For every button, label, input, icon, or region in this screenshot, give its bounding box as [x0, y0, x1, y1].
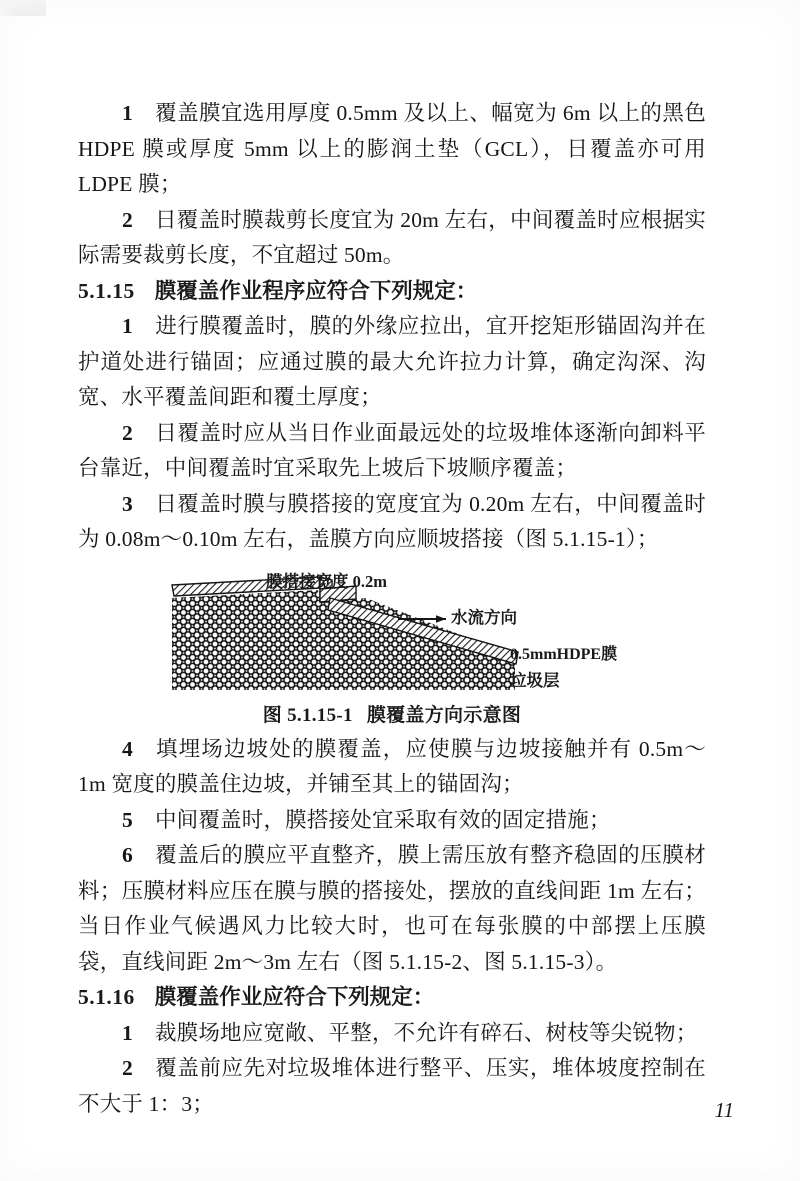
clause-text: 膜覆盖作业程序应符合下列规定： — [154, 278, 478, 303]
list-item-number: 1 — [122, 314, 133, 338]
page-number: 11 — [714, 1098, 734, 1122]
list-item-number: 3 — [122, 491, 133, 516]
clause-number: 5.1.16 — [78, 985, 135, 1009]
text-block-upper — [78, 96, 706, 558]
list-item-number: 5 — [122, 807, 133, 832]
list-item-text: 裁膜场地应宽敞、平整，不允许有碎石、树枝等尖锐物； — [154, 1020, 698, 1045]
figure-caption-number: 图 5.1.15-1 — [262, 704, 353, 726]
list-item-number: 2 — [122, 207, 133, 232]
clause-text: 膜覆盖作业应符合下列规定： — [154, 985, 435, 1009]
list-item-text: 日覆盖时膜裁剪长度宜为 20m 左右，中间覆盖时应根据实际需要裁剪长度，不宜超过 50m。 — [78, 207, 706, 267]
list-item — [78, 1016, 706, 1052]
list-item — [78, 732, 706, 803]
figure-caption-title: 膜覆盖方向示意图 — [366, 704, 522, 726]
list-item-number: 1 — [122, 1020, 133, 1045]
figure-label-flow-direction: 水流方向 — [451, 607, 517, 627]
list-item — [78, 416, 706, 487]
list-item — [78, 487, 706, 558]
list-item-text: 日覆盖时膜与膜搭接的宽度宜为 0.20m 左右，中间覆盖时为 0.08m～0.10m 左右，盖膜方向应顺坡搭接（图 5.1.15-1）； — [78, 491, 706, 551]
clause-heading — [78, 274, 706, 310]
figure-label-overlap-width: 膜搭接宽度 0.2m — [266, 571, 387, 591]
list-item-number: 2 — [122, 1056, 133, 1080]
list-item-text: 中间覆盖时，膜搭接处宜采取有效的固定措施； — [154, 807, 611, 832]
text-block-lower — [78, 732, 706, 1123]
list-item-text: 覆盖后的膜应平直整齐，膜上需压放有整齐稳固的压膜材料；压膜材料应压在膜与膜的搭接处，摆放的直线间距 1m 左右；当日作业气候遇风力比较大时，也可在每张膜的中部摆上压膜袋，直线间距 2m～3m 左右（图 5.1.15-2、图 5.1.15-3）。 — [78, 843, 706, 974]
list-item-number: 6 — [122, 843, 133, 867]
figure-membrane-cover-direction — [78, 572, 706, 732]
list-item — [78, 309, 706, 416]
figure-label-membrane: 0.5mmHDPE膜 — [510, 645, 618, 663]
figure-cross-section-diagram — [170, 572, 640, 690]
list-item — [78, 838, 706, 980]
list-item-number: 2 — [122, 420, 133, 445]
figure-label-waste-layer: 垃圾层 — [510, 670, 560, 690]
list-item-number: 4 — [122, 736, 133, 761]
list-item-number: 1 — [122, 101, 133, 125]
list-item — [78, 1051, 706, 1122]
list-item-text: 填埋场边坡处的膜覆盖，应使膜与边坡接触并有 0.5m～1m 宽度的膜盖住边坡，并铺至其上的锚固沟； — [78, 736, 706, 796]
list-item — [78, 96, 706, 203]
list-item — [78, 803, 706, 839]
list-item-text: 日覆盖时应从当日作业面最远处的垃圾堆体逐渐向卸料平台靠近，中间覆盖时宜采取先上坡后下坡顺序覆盖； — [78, 420, 706, 480]
clause-number: 5.1.15 — [78, 278, 135, 303]
scan-artifact-corner — [0, 0, 46, 16]
list-item-text: 进行膜覆盖时，膜的外缘应拉出，宜开挖矩形锚固沟并在护道处进行锚固；应通过膜的最大允许拉力计算，确定沟深、沟宽、水平覆盖间距和覆土厚度； — [78, 314, 706, 409]
list-item — [78, 203, 706, 274]
list-item-text: 覆盖膜宜选用厚度 0.5mm 及以上、幅宽为 6m 以上的黑色 HDPE 膜或厚度 5mm 以上的膨润土垫（GCL），日覆盖亦可用 LDPE 膜； — [78, 101, 706, 196]
clause-heading — [78, 980, 706, 1016]
document-page-content — [78, 96, 706, 1122]
list-item-text: 覆盖前应先对垃圾堆体进行整平、压实，堆体坡度控制在不大于 1：3； — [78, 1056, 706, 1116]
figure-caption — [78, 700, 706, 727]
